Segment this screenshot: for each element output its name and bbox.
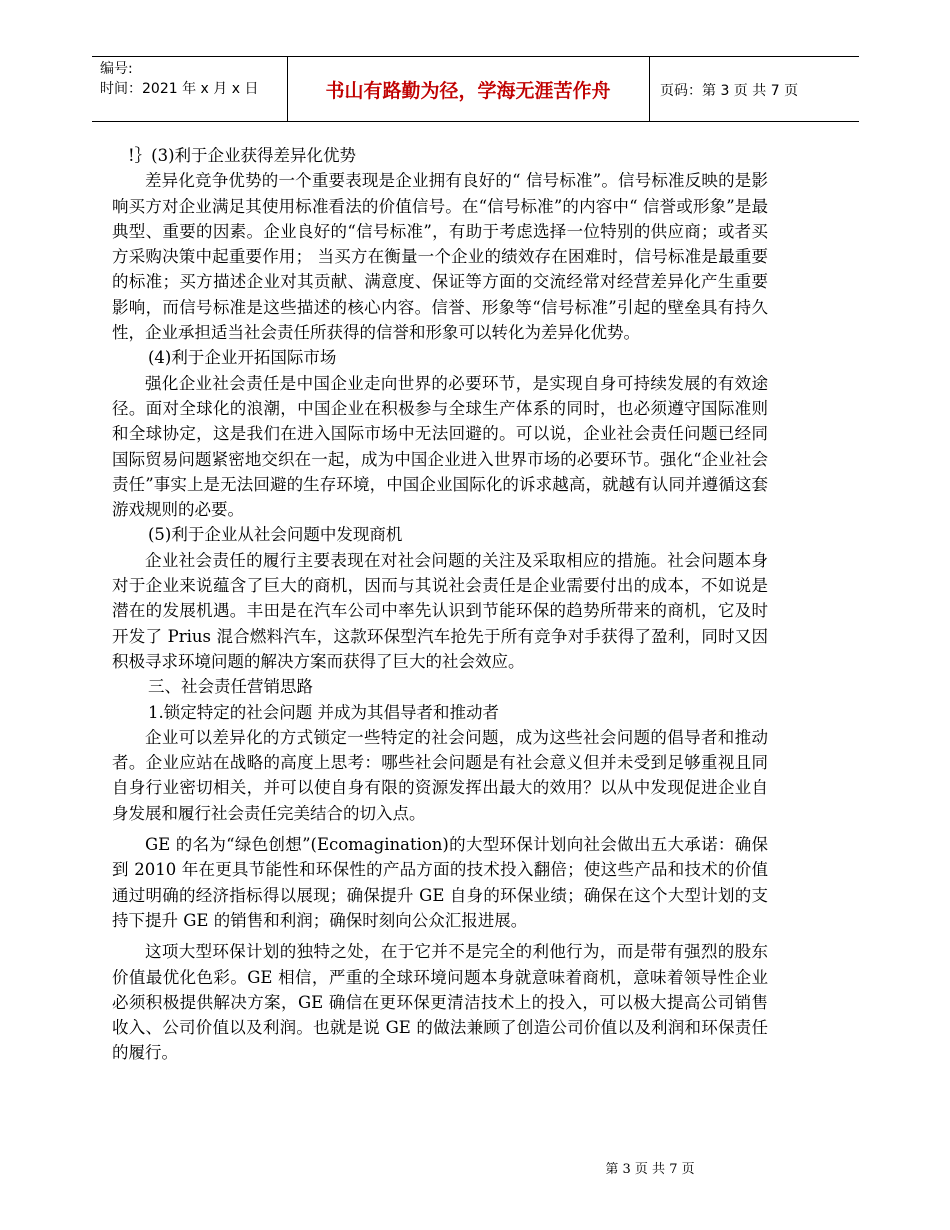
paragraph: 企业社会责任的履行主要表现在对社会问题的关注及采取相应的措施。社会问题本身对于企业来说蕴含了巨大的商机，因而与其说社会责任是企业需要付出的成本，不如说是潜在的发展机遇。丰田是在汽车公司中率先认识到节能环保的趋势所带来的商机，它及时开发了 Prius 混合燃料汽车，这款环保型汽车抢先于所有竞争对手获得了盈利，同时又因积极寻求环境问题的解决方案而获得了巨大的社会效应。 [112,550,768,671]
paragraph: 企业可以差异化的方式锁定一些特定的社会问题，成为这些社会问题的倡导者和推动者。企业应站在战略的高度上思考：哪些社会问题是有社会意义但并未受到足够重视且同自身行业密切相关，并可以使自身有限的资源发挥出最大的效用？以从中发现促进企业自身发展和履行社会责任完美结合的切入点。 [112,727,768,823]
document-body [112,143,768,1066]
doc-number-label: 编号: [100,61,133,77]
section-heading: !｝(3)利于企业获得差异化优势 [128,146,357,165]
section-heading: 1.锁定特定的社会问题 并成为其倡导者和推动者 [148,702,499,722]
paragraph: GE 的名为“绿色创想”(Ecomagination)的大型环保计划向社会做出五大承诺：确保到 2010 年在更具节能性和环保性的产品方面的技术投入翻倍；使这些产品和技术的价值通过明确的经济指标得以展现；确保提升 GE 自身的环保业绩；确保在这个大型计划的支持下提升 GE 的销售和利润；确保时刻向公众汇报进展。 [112,835,768,930]
doc-time-label: 时间：2021 年 x 月 x 日 [100,81,259,97]
header-bottom-rule [92,121,859,122]
header-page-indicator: 页码：第 3 页 共 7 页 [660,83,799,99]
paragraph: 这项大型环保计划的独特之处，在于它并不是完全的利他行为，而是带有强烈的股东价值最优化色彩。GE 相信，严重的全球环境问题本身就意味着商机，意味着领导性企业必须积极提供解决方案，GE 确信在更环保更清洁技术上的投入，可以极大提高公司销售收入、公司价值以及利润。也就是说 GE 的做法兼顾了创造公司价值以及利润和环保责任的履行。 [112,942,768,1063]
section-heading: (4)利于企业开拓国际市场 [148,348,337,368]
paragraph: 差异化竞争优势的一个重要表现是企业拥有良好的“ 信号标准”。信号标准反映的是影响买方对企业满足其使用标准看法的价值信号。在“信号标准”的内容中“ 信誉或形象”是最典型、重要的因素。企业良好的“信号标准”，有助于考虑选择一位特别的供应商；或者买方采购决策中起重要作用； 当买方在衡量一个企业的绩效存在困难时，信号标准是最重要的标准；买方描述企业对其贡献、满意度、保证等方面的交流经常对经营差异化产生重要影响，而信号标准是这些描述的核心内容。信誉、形象等“信号标准”引起的壁垒具有持久性，企业承担适当社会责任所获得的信誉和形象可以转化为差异化优势。 [112,171,768,343]
section-heading: (5)利于企业从社会问题中发现商机 [148,525,403,545]
footer-page-number: 第 3 页 共 7 页 [605,1162,695,1177]
chapter-heading: 三、社会责任营销思路 [148,677,313,697]
header-motto: 书山有路勤为径，学海无涯苦作舟 [325,80,611,102]
paragraph: 强化企业社会责任是中国企业走向世界的必要环节，是实现自身可持续发展的有效途径。面对全球化的浪潮，中国企业在积极参与全球生产体系的同时，也必须遵守国际准则和全球协定，这是我们在进入国际市场中无法回避的。可以说，企业社会责任问题已经同国际贸易问题紧密地交织在一起，成为中国企业进入世界市场的必要环节。强化“企业社会责任”事实上是无法回避的生存环境，中国企业国际化的诉求越高，就越有认同并遵循这套游戏规则的必要。 [112,373,768,520]
header-top-rule [92,56,859,57]
header-divider-right [649,56,650,122]
